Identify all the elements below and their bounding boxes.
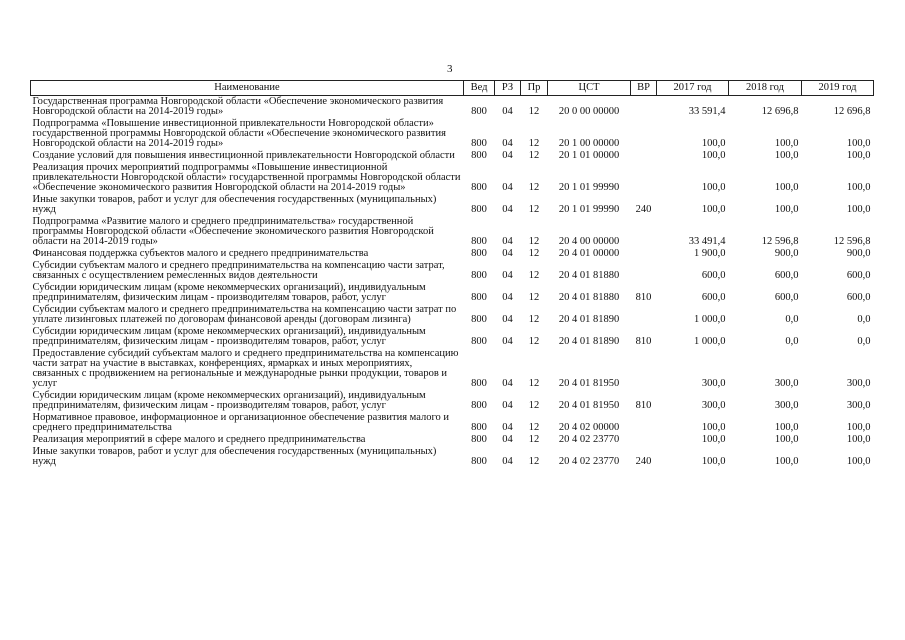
row-cst: 20 4 01 81890: [558, 336, 620, 347]
table-row: [31, 348, 874, 390]
row-2018: 300,0: [774, 400, 799, 411]
row-ved: 800: [471, 236, 487, 247]
row-ved: 800: [471, 422, 487, 433]
row-rz: 04: [502, 248, 513, 259]
row-vr: [631, 348, 657, 390]
row-name: Субсидии юридическим лицам (кроме некоммерческих организаций), индивидуальным предпринимателям, физическим лицам - производителям товаров, работ, услуг: [32, 390, 426, 411]
table-row: [31, 248, 874, 260]
row-2019: 100,0: [846, 422, 871, 433]
row-2018: 100,0: [774, 150, 799, 161]
row-2018: 900,0: [774, 248, 799, 259]
row-pr: 12: [528, 400, 540, 411]
row-2017: 100,0: [701, 182, 726, 193]
row-vr: 810: [635, 336, 652, 347]
table-row: [31, 326, 874, 348]
row-pr: 12: [528, 106, 540, 117]
row-2017: 100,0: [701, 434, 726, 445]
row-name: Создание условий для повышения инвестиционной привлекательности Новгородской области: [32, 150, 455, 161]
header-pr: Пр: [521, 81, 548, 96]
table-row: [31, 194, 874, 216]
row-name: Иные закупки товаров, работ и услуг для обеспечения государственных (муниципальных) нужд: [32, 446, 437, 467]
row-2019: 100,0: [846, 150, 871, 161]
row-name: Государственная программа Новгородской области «Обеспечение экономического развития Новгородской области на 2014-2019 годы»: [32, 96, 444, 117]
row-vr: [631, 118, 657, 150]
row-vr: [631, 248, 657, 260]
row-pr: 12: [528, 204, 540, 215]
row-2018: 12 696,8: [761, 106, 799, 117]
table-row: [31, 150, 874, 162]
row-ved: 800: [471, 434, 487, 445]
row-vr: [631, 412, 657, 434]
row-cst: 20 4 01 00000: [558, 248, 620, 259]
row-2018: 12 596,8: [761, 236, 799, 247]
row-pr: 12: [528, 270, 540, 281]
row-2017: 100,0: [701, 204, 726, 215]
row-pr: 12: [528, 434, 540, 445]
row-2017: 33 591,4: [688, 106, 726, 117]
row-2018: 100,0: [774, 422, 799, 433]
row-pr: 12: [528, 378, 540, 389]
row-2019: 12 596,8: [833, 236, 871, 247]
row-name: Нормативное правовое, информационное и организационное обеспечение развития малого и среднего предпринимательства: [32, 412, 449, 433]
row-pr: 12: [528, 236, 540, 247]
row-rz: 04: [502, 314, 513, 325]
row-2017: 100,0: [701, 138, 726, 149]
row-pr: 12: [528, 150, 540, 161]
row-2017: 33 491,4: [688, 236, 726, 247]
table-row: [31, 390, 874, 412]
row-cst: 20 4 01 81880: [558, 270, 620, 281]
row-2017: 300,0: [701, 400, 726, 411]
row-cst: 20 4 02 23770: [558, 434, 620, 445]
row-pr: 12: [528, 336, 540, 347]
header-name: Наименование: [31, 81, 464, 96]
row-rz: 04: [502, 270, 513, 281]
row-vr: 240: [635, 204, 652, 215]
row-pr: 12: [528, 182, 540, 193]
row-name: Предоставление субсидий субъектам малого и среднего предпринимательства на компенсацию части затрат на участие в выставках, конференциях, ярмарках и иных мероприятиях, связанных с продвижением на региональные и международные рынки продукции, товаров и услуг: [32, 348, 459, 389]
row-vr: 810: [635, 292, 652, 303]
header-cst: ЦСТ: [548, 81, 631, 96]
row-ved: 800: [471, 292, 487, 303]
table-row: [31, 434, 874, 446]
table-row: [31, 304, 874, 326]
row-2017: 100,0: [701, 456, 726, 467]
header-2018: 2018 год: [729, 81, 802, 96]
row-rz: 04: [502, 138, 513, 149]
row-pr: 12: [528, 138, 540, 149]
row-cst: 20 4 01 81950: [558, 378, 620, 389]
table-row: [31, 162, 874, 194]
row-vr: 240: [635, 456, 652, 467]
table-body: [31, 96, 874, 469]
row-cst: 20 4 02 23770: [558, 456, 620, 467]
row-name: Субсидии субъектам малого и среднего предпринимательства на компенсацию части затрат, связанных с осуществлением ремесленных видов деятельности: [32, 260, 445, 281]
row-vr: [631, 162, 657, 194]
row-ved: 800: [471, 106, 487, 117]
row-cst: 20 4 02 00000: [558, 422, 620, 433]
row-2017: 600,0: [701, 292, 726, 303]
header-ved: Вед: [464, 81, 495, 96]
row-ved: 800: [471, 182, 487, 193]
row-pr: 12: [528, 248, 540, 259]
row-rz: 04: [502, 400, 513, 411]
row-2018: 600,0: [774, 270, 799, 281]
row-cst: 20 4 01 81950: [558, 400, 620, 411]
row-rz: 04: [502, 378, 513, 389]
row-2019: 12 696,8: [833, 106, 871, 117]
row-rz: 04: [502, 456, 513, 467]
row-2018: 100,0: [774, 456, 799, 467]
row-2019: 300,0: [846, 378, 871, 389]
row-2017: 100,0: [701, 150, 726, 161]
row-vr: [631, 434, 657, 446]
table-row: [31, 282, 874, 304]
row-name: Подпрограмма «Развитие малого и среднего предпринимательства» государственной программы Новгородской области «Обеспечение экономического развития Новгородской области на 2014-2019 годы»: [32, 216, 434, 247]
row-2017: 600,0: [701, 270, 726, 281]
row-rz: 04: [502, 150, 513, 161]
table-row: [31, 260, 874, 282]
row-ved: 800: [471, 248, 487, 259]
row-ved: 800: [471, 150, 487, 161]
row-2019: 100,0: [846, 182, 871, 193]
row-2018: 300,0: [774, 378, 799, 389]
row-name: Реализация прочих мероприятий подпрограммы «Повышение инвестиционной привлекательности Новгородской области» государственной программы Новгородской области «Обеспечение экономического развития Новгородской области на 2014-2019 годы»: [32, 162, 461, 193]
row-rz: 04: [502, 422, 513, 433]
row-cst: 20 4 01 81880: [558, 292, 620, 303]
row-name: Субсидии юридическим лицам (кроме некоммерческих организаций), индивидуальным предпринимателям, физическим лицам - производителям товаров, работ, услуг: [32, 326, 426, 347]
row-pr: 12: [528, 422, 540, 433]
header-2017: 2017 год: [657, 81, 729, 96]
row-2019: 600,0: [846, 292, 871, 303]
row-2019: 900,0: [846, 248, 871, 259]
table-row: [31, 96, 874, 119]
row-rz: 04: [502, 292, 513, 303]
row-2017: 1 000,0: [694, 314, 726, 325]
row-name: Иные закупки товаров, работ и услуг для обеспечения государственных (муниципальных) нужд: [32, 194, 437, 215]
row-pr: 12: [528, 292, 540, 303]
row-2018: 0,0: [785, 314, 799, 325]
row-2017: 300,0: [701, 378, 726, 389]
row-name: Субсидии субъектам малого и среднего предпринимательства на компенсацию части затрат по уплате лизинговых платежей по договорам финансовой аренды (договорам лизинга): [32, 304, 457, 325]
row-vr: [631, 150, 657, 162]
row-ved: 800: [471, 400, 487, 411]
row-rz: 04: [502, 106, 513, 117]
row-cst: 20 4 00 00000: [558, 236, 620, 247]
row-2018: 600,0: [774, 292, 799, 303]
row-rz: 04: [502, 434, 513, 445]
row-pr: 12: [528, 456, 540, 467]
table-header-row: [31, 81, 874, 96]
row-cst: 20 1 01 99990: [558, 182, 620, 193]
row-2017: 1 900,0: [694, 248, 726, 259]
row-2018: 100,0: [774, 182, 799, 193]
row-2019: 600,0: [846, 270, 871, 281]
row-vr: [631, 304, 657, 326]
row-ved: 800: [471, 314, 487, 325]
header-vr: ВР: [631, 81, 657, 96]
row-vr: [631, 96, 657, 119]
header-rz: РЗ: [495, 81, 521, 96]
table-row: [31, 412, 874, 434]
row-ved: 800: [471, 456, 487, 467]
row-2017: 1 000,0: [694, 336, 726, 347]
row-2019: 0,0: [857, 336, 871, 347]
row-cst: 20 1 00 00000: [558, 138, 620, 149]
row-vr: [631, 216, 657, 248]
row-cst: 20 0 00 00000: [558, 106, 620, 117]
row-2019: 300,0: [846, 400, 871, 411]
row-ved: 800: [471, 270, 487, 281]
row-2019: 100,0: [846, 434, 871, 445]
row-2019: 100,0: [846, 138, 871, 149]
row-rz: 04: [502, 204, 513, 215]
row-name: Субсидии юридическим лицам (кроме некоммерческих организаций), индивидуальным предпринимателям, физическим лицам - производителям товаров, работ, услуг: [32, 282, 426, 303]
row-name: Подпрограмма «Повышение инвестиционной привлекательности Новгородской области» государственной программы Новгородской области «Обеспечение экономического развития Новгородской области на 2014-2019 годы»: [32, 118, 446, 149]
row-cst: 20 1 01 00000: [558, 150, 620, 161]
row-name: Реализация мероприятий в сфере малого и среднего предпринимательства: [32, 434, 366, 445]
row-2018: 0,0: [785, 336, 799, 347]
row-rz: 04: [502, 182, 513, 193]
row-ved: 800: [471, 378, 487, 389]
table-row: [31, 446, 874, 468]
table-row: [31, 118, 874, 150]
row-2017: 100,0: [701, 422, 726, 433]
row-cst: 20 4 01 81890: [558, 314, 620, 325]
row-vr: [631, 260, 657, 282]
row-ved: 800: [471, 138, 487, 149]
row-name: Финансовая поддержка субъектов малого и среднего предпринимательства: [32, 248, 369, 259]
row-2018: 100,0: [774, 138, 799, 149]
table-row: [31, 216, 874, 248]
row-2018: 100,0: [774, 434, 799, 445]
row-ved: 800: [471, 204, 487, 215]
page-number: 3: [447, 63, 453, 75]
row-cst: 20 1 01 99990: [558, 204, 620, 215]
row-vr: 810: [635, 400, 652, 411]
budget-table: [30, 80, 874, 468]
header-2019: 2019 год: [802, 81, 874, 96]
row-rz: 04: [502, 336, 513, 347]
row-ved: 800: [471, 336, 487, 347]
row-2019: 100,0: [846, 456, 871, 467]
row-2019: 100,0: [846, 204, 871, 215]
row-rz: 04: [502, 236, 513, 247]
row-2019: 0,0: [857, 314, 871, 325]
row-2018: 100,0: [774, 204, 799, 215]
row-pr: 12: [528, 314, 540, 325]
